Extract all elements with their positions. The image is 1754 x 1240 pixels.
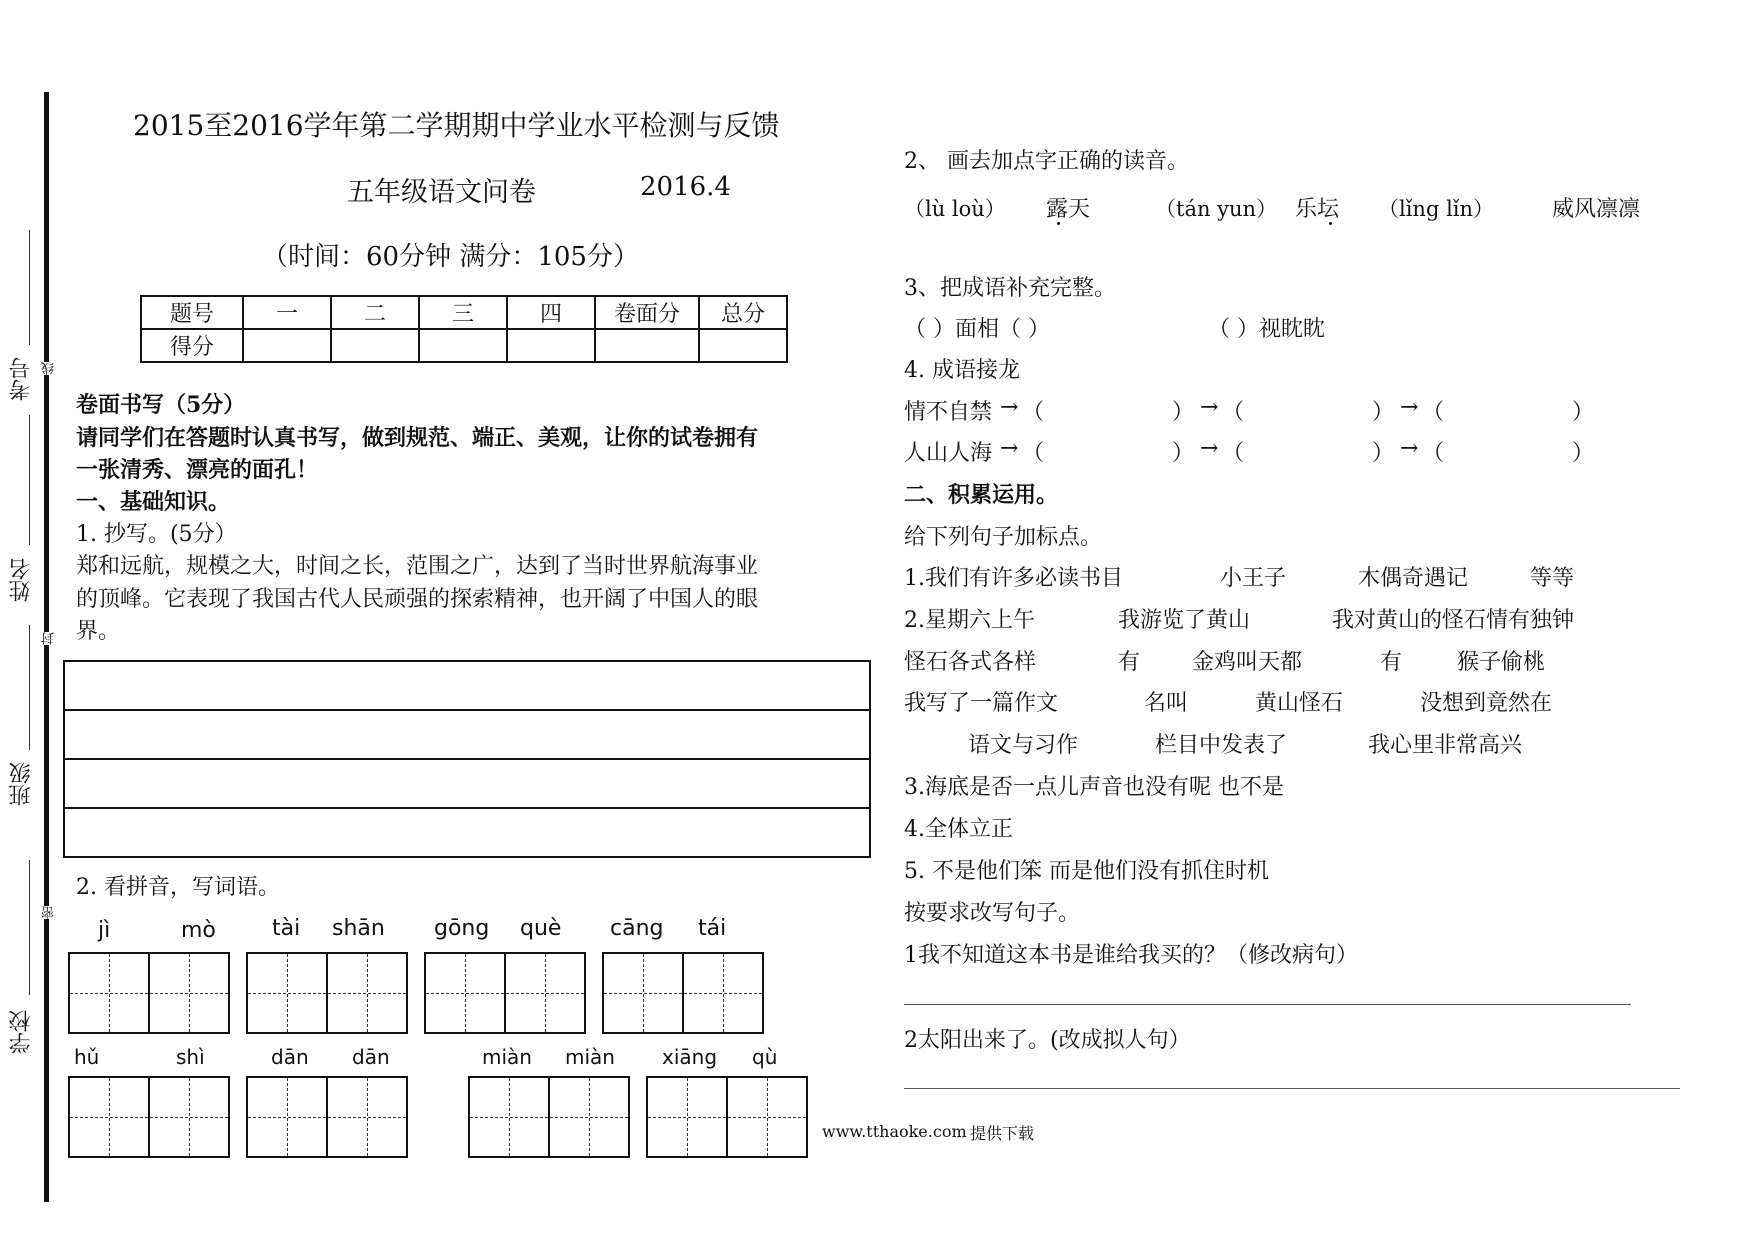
punct-sentence-part: 名叫	[1144, 691, 1189, 716]
handwriting-heading: 卷面书写（5分）	[76, 392, 246, 418]
reading-word: 露天	[1046, 197, 1091, 222]
q1-title: 1. 抄写。(5分）	[76, 522, 237, 547]
exam-date: 2016.4	[640, 172, 731, 202]
margin-exam-no-label: 考号	[9, 357, 34, 401]
idiom-fill-2: （ ）视眈眈	[1208, 317, 1325, 342]
chain-paren-close: ）	[1372, 400, 1395, 425]
emphasis-dot	[1329, 222, 1332, 225]
char-box-group[interactable]	[68, 1076, 230, 1158]
reading-pinyin: （tán yun）	[1155, 197, 1278, 221]
punct-sentence: 4.全体立正	[904, 817, 1013, 842]
score-cell[interactable]	[331, 329, 419, 362]
punct-sentence-part: 没想到竟然在	[1420, 691, 1553, 716]
pinyin-label: gōng	[434, 916, 490, 941]
punct-sentence-part: 我对黄山的怪石情有独钟	[1332, 608, 1575, 633]
section2-heading: 二、积累运用。	[904, 482, 1059, 508]
class-fill-line	[29, 625, 30, 750]
char-cell[interactable]	[148, 1078, 228, 1156]
score-cell[interactable]	[699, 329, 787, 362]
seal-feng-label: 封	[42, 632, 57, 645]
copy-line	[65, 709, 869, 711]
score-cell[interactable]	[507, 329, 595, 362]
score-header-cell: 四	[507, 296, 595, 329]
chain-paren-open: （	[1022, 441, 1045, 466]
chain-arrow: →	[1200, 395, 1219, 420]
score-header-cell: 二	[331, 296, 419, 329]
char-cell[interactable]	[70, 1078, 148, 1156]
score-table-header-row	[141, 296, 787, 329]
chain-paren-close: ）	[1172, 400, 1195, 425]
reading-word: 威风凛凛	[1552, 197, 1641, 222]
margin-class-label: 班级	[9, 762, 34, 806]
rewrite-title: 按要求改写句子。	[904, 901, 1081, 926]
score-header-cell: 三	[419, 296, 507, 329]
char-cell[interactable]	[726, 1078, 806, 1156]
q1-text-3: 界。	[76, 619, 121, 644]
punct-sentence-part: 小王子	[1220, 566, 1287, 591]
punct-sentence: 3.海底是否一点儿声音也没有呢 也不是	[904, 775, 1284, 800]
chain-arrow: →	[1400, 395, 1419, 420]
punctuation-title: 给下列句子加标点。	[904, 525, 1103, 550]
pinyin-label: dān	[271, 1045, 309, 1069]
char-box-group[interactable]	[602, 952, 764, 1034]
punct-sentence-part: 我游览了黄山	[1118, 608, 1251, 633]
chain-paren-open: （	[1222, 441, 1245, 466]
char-cell[interactable]	[604, 954, 682, 1032]
score-cell[interactable]	[419, 329, 507, 362]
punct-sentence-part: 1.我们有许多必读书目	[904, 566, 1123, 591]
score-row-label: 得分	[141, 329, 243, 362]
punct-sentence-part: 怪石各式各样	[904, 650, 1037, 675]
char-cell[interactable]	[682, 954, 762, 1032]
handwriting-text-2: 一张清秀、漂亮的面孔！	[76, 457, 319, 483]
seal-line-label: 线	[42, 362, 57, 375]
pinyin-label: dān	[352, 1045, 390, 1069]
idiom-fill-1: （ ）面相（ ）	[904, 317, 1050, 342]
pinyin-label: shì	[176, 1045, 205, 1069]
margin-name-label: 姓名	[9, 558, 34, 602]
exam-no-fill-line	[29, 230, 30, 345]
pinyin-label: tái	[698, 916, 727, 941]
chain-arrow: →	[1000, 436, 1019, 461]
name-fill-line	[29, 415, 30, 545]
footer-note: 提供下载	[970, 1124, 1035, 1143]
answer-line[interactable]	[904, 1088, 1680, 1089]
pinyin-label: shān	[332, 916, 385, 941]
pinyin-label: miàn	[565, 1045, 615, 1069]
char-box-group[interactable]	[246, 952, 408, 1034]
pinyin-label: què	[520, 916, 562, 941]
char-box-group[interactable]	[646, 1076, 808, 1158]
char-cell[interactable]	[470, 1078, 548, 1156]
exam-subtitle: 五年级语文问卷	[347, 177, 536, 208]
r-q2-title: 2、 画去加点字正确的读音。	[904, 149, 1189, 174]
reading-pinyin: （lù loù）	[904, 197, 1006, 221]
pinyin-label: miàn	[482, 1045, 532, 1069]
punct-sentence-part: 金鸡叫天都	[1192, 650, 1303, 675]
punct-sentence-part: 等等	[1530, 566, 1575, 591]
chain-paren-close: ）	[1172, 441, 1195, 466]
chain-start: 情不自禁	[904, 400, 993, 425]
punct-sentence-part: 我写了一篇作文	[904, 691, 1059, 716]
pinyin-label: xiāng	[662, 1045, 718, 1069]
char-cell[interactable]	[326, 1078, 406, 1156]
char-box-group[interactable]	[68, 952, 230, 1034]
exam-title: 2015至2016学年第二学期期中学业水平检测与反馈	[133, 109, 780, 142]
chain-start: 人山人海	[904, 441, 993, 466]
char-cell[interactable]	[426, 954, 504, 1032]
chain-paren-close: ）	[1572, 441, 1595, 466]
char-cell[interactable]	[148, 954, 228, 1032]
score-cell[interactable]	[243, 329, 331, 362]
chain-arrow: →	[1400, 436, 1419, 461]
pinyin-label: hǔ	[74, 1045, 100, 1069]
footer-site: www.tthaoke.com	[822, 1122, 967, 1141]
binding-line	[44, 92, 49, 1202]
score-header-cell: 题号	[141, 296, 243, 329]
margin-school-label: 学校	[9, 1010, 34, 1054]
char-cell[interactable]	[504, 954, 584, 1032]
pinyin-label: mò	[181, 918, 216, 943]
punct-sentence-part: 2.星期六上午	[904, 608, 1035, 633]
copy-writing-area[interactable]	[63, 660, 871, 858]
char-cell[interactable]	[248, 954, 326, 1032]
copy-line	[65, 758, 869, 760]
score-table	[140, 295, 788, 363]
punct-sentence-part: 黄山怪石	[1255, 691, 1344, 716]
char-cell[interactable]	[648, 1078, 726, 1156]
score-header-cell: 总分	[699, 296, 787, 329]
punct-sentence-part: 有	[1118, 650, 1141, 675]
seal-mi-label: 密	[42, 906, 57, 919]
chain-paren-close: ）	[1572, 400, 1595, 425]
answer-line[interactable]	[904, 1004, 1631, 1005]
char-cell[interactable]	[326, 954, 406, 1032]
r-q3-title: 3、把成语补充完整。	[904, 276, 1116, 301]
punct-sentence-part: 猴子偷桃	[1457, 650, 1546, 675]
char-box-group[interactable]	[424, 952, 586, 1034]
chain-paren-open: （	[1222, 400, 1245, 425]
chain-arrow: →	[1200, 436, 1219, 461]
pinyin-label: tài	[272, 916, 301, 941]
handwriting-text-1: 请同学们在答题时认真书写，做到规范、端正、美观，让你的试卷拥有	[76, 425, 759, 451]
punct-sentence-part: 我心里非常高兴	[1368, 733, 1523, 758]
q1-text-1: 郑和远航，规模之大，时间之长，范围之广，达到了当时世界航海事业	[76, 554, 759, 579]
punct-sentence-part: 栏目中发表了	[1155, 733, 1288, 758]
score-table-score-row	[141, 329, 787, 362]
char-cell[interactable]	[548, 1078, 628, 1156]
chain-arrow: →	[1000, 395, 1019, 420]
char-cell[interactable]	[70, 954, 148, 1032]
rewrite-item-1: 1我不知道这本书是谁给我买的？（修改病句）	[904, 943, 1358, 968]
school-fill-line	[29, 860, 30, 995]
score-cell[interactable]	[595, 329, 699, 362]
section1-heading: 一、基础知识。	[76, 489, 231, 515]
pinyin-label: cāng	[610, 916, 664, 941]
char-box-group[interactable]	[468, 1076, 630, 1158]
punct-sentence-part: 语文与习作	[968, 733, 1079, 758]
reading-pinyin: （lǐng lǐn）	[1378, 197, 1495, 221]
score-header-cell: 一	[243, 296, 331, 329]
punct-sentence-part: 有	[1380, 650, 1403, 675]
char-box-group[interactable]	[246, 1076, 408, 1158]
q2-pinyin-title: 2. 看拼音，写词语。	[76, 875, 280, 900]
char-cell[interactable]	[248, 1078, 326, 1156]
reading-word: 乐坛	[1295, 197, 1340, 222]
chain-paren-open: （	[1422, 400, 1445, 425]
exam-time-info: （时间：60分钟 满分：105分）	[262, 242, 639, 272]
punct-sentence-part: 木偶奇遇记	[1358, 566, 1469, 591]
chain-paren-open: （	[1422, 441, 1445, 466]
chain-paren-open: （	[1022, 400, 1045, 425]
chain-paren-close: ）	[1372, 441, 1395, 466]
pinyin-label: jì	[98, 918, 111, 943]
copy-line	[65, 807, 869, 809]
q1-text-2: 的顶峰。它表现了我国古代人民顽强的探索精神，也开阔了中国人的眼	[76, 587, 759, 612]
emphasis-dot	[1057, 222, 1060, 225]
r-q4-title: 4. 成语接龙	[904, 358, 1020, 383]
punct-sentence: 5. 不是他们笨 而是他们没有抓住时机	[904, 859, 1269, 884]
rewrite-item-2: 2太阳出来了。(改成拟人句）	[904, 1028, 1191, 1053]
pinyin-label: qù	[752, 1045, 778, 1069]
score-header-cell: 卷面分	[595, 296, 699, 329]
